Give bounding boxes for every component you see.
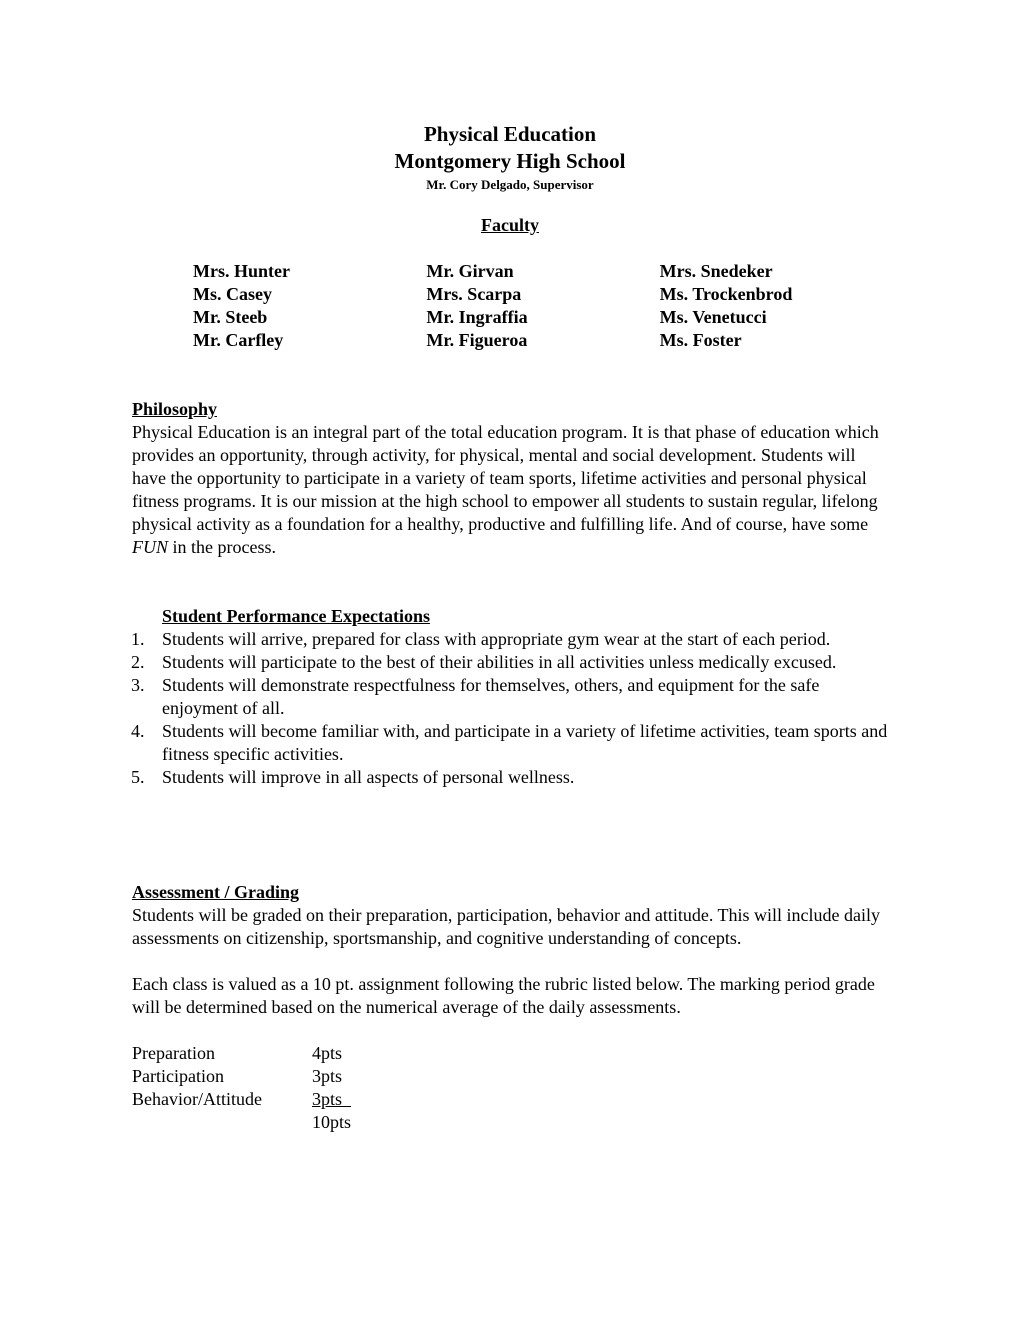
rubric-total-row (132, 1111, 892, 1134)
philosophy-text: Physical Education is an integral part of the total education program. It is that phase of education which provides an opportunity, through activity, for physical, mental and social development. Students will have the opportunity to participate in a variety of team sports, lifetime activities and personal physical fitness programs. It is our mission at the high school to empower all students to sustain regular, lifelong physical activity as a foundation for a healthy, productive and fulfilling life. And of course, have some (132, 422, 879, 534)
list-item (131, 628, 892, 651)
list-item-number: 1. (131, 629, 145, 649)
rubric-total-label-spacer (132, 1111, 312, 1134)
faculty-member: Ms. Casey (193, 284, 272, 304)
faculty-member: Mr. Figueroa (426, 330, 528, 350)
faculty-row (193, 329, 893, 352)
school-name: Montgomery High School (394, 149, 626, 173)
assessment-paragraph-2: Each class is valued as a 10 pt. assignment following the rubric listed below. The marking period grade will be determined based on the numerical average of the daily assessments. (132, 974, 875, 1017)
rubric-row (132, 1042, 892, 1065)
rubric-value: 4pts (312, 1043, 343, 1063)
list-item-text: Students will demonstrate respectfulness for themselves, others, and equipment for the safe enjoyment of all. (162, 675, 820, 718)
expectations-list (131, 628, 892, 789)
list-item-number: 2. (131, 652, 145, 672)
faculty-member: Mrs. Hunter (193, 261, 290, 281)
philosophy-heading: Philosophy (132, 399, 218, 419)
rubric-label: Behavior/Attitude (132, 1089, 262, 1109)
rubric-value: 3pts (312, 1089, 352, 1109)
assessment-heading: Assessment / Grading (132, 882, 300, 902)
faculty-row (193, 306, 893, 329)
fun-emphasis: FUN (132, 537, 168, 557)
paragraph-spacer (132, 950, 892, 973)
faculty-member: Mrs. Scarpa (426, 284, 522, 304)
list-item-text: Students will participate to the best of their abilities in all activities unless medically excused. (162, 652, 837, 672)
rubric-label: Participation (132, 1066, 224, 1086)
list-item-text: Students will arrive, prepared for class with appropriate gym wear at the start of each period. (162, 629, 831, 649)
faculty-member: Mr. Girvan (426, 261, 514, 281)
faculty-list (193, 260, 893, 352)
faculty-heading: Faculty (481, 215, 539, 235)
list-item-text: Students will become familiar with, and participate in a variety of lifetime activities, team sports and fitness specific activities. (162, 721, 888, 764)
faculty-member: Mr. Carfley (193, 330, 284, 350)
list-item (131, 766, 892, 789)
list-item (131, 720, 892, 766)
list-item-number: 5. (131, 767, 145, 787)
assessment-paragraph-1: Students will be graded on their preparation, participation, behavior and attitude. This will include daily assessments on citizenship, sportsmanship, and cognitive understanding of concepts. (132, 905, 880, 948)
philosophy-section (132, 398, 892, 559)
supervisor-name: Mr. Cory Delgado, Supervisor (426, 177, 594, 192)
list-item (131, 651, 892, 674)
expectations-heading: Student Performance Expectations (162, 606, 430, 626)
paragraph-spacer (132, 1019, 892, 1042)
faculty-member: Mr. Steeb (193, 307, 268, 327)
page-title: Physical Education (423, 122, 597, 146)
faculty-member: Ms. Trockenbrod (659, 284, 793, 304)
rubric-value-cell (312, 1088, 412, 1111)
faculty-row (193, 283, 893, 306)
rubric-row (132, 1065, 892, 1088)
list-item-text: Students will improve in all aspects of personal wellness. (162, 767, 575, 787)
list-item (131, 674, 892, 720)
faculty-member: Ms. Foster (659, 330, 742, 350)
philosophy-body (132, 421, 892, 559)
list-item-number: 3. (131, 675, 145, 695)
rubric-row (132, 1088, 892, 1111)
faculty-member: Mrs. Snedeker (659, 261, 773, 281)
rubric-total: 10pts (312, 1112, 352, 1132)
faculty-member: Mr. Ingraffia (426, 307, 528, 327)
rubric-table (132, 1042, 892, 1134)
rubric-value: 3pts (312, 1066, 343, 1086)
list-item-number: 4. (131, 721, 145, 741)
philosophy-text-end: in the process. (168, 537, 276, 557)
faculty-member: Ms. Venetucci (659, 307, 767, 327)
assessment-section (132, 881, 892, 1134)
faculty-row (193, 260, 893, 283)
rubric-label: Preparation (132, 1043, 215, 1063)
expectations-section (131, 605, 892, 789)
